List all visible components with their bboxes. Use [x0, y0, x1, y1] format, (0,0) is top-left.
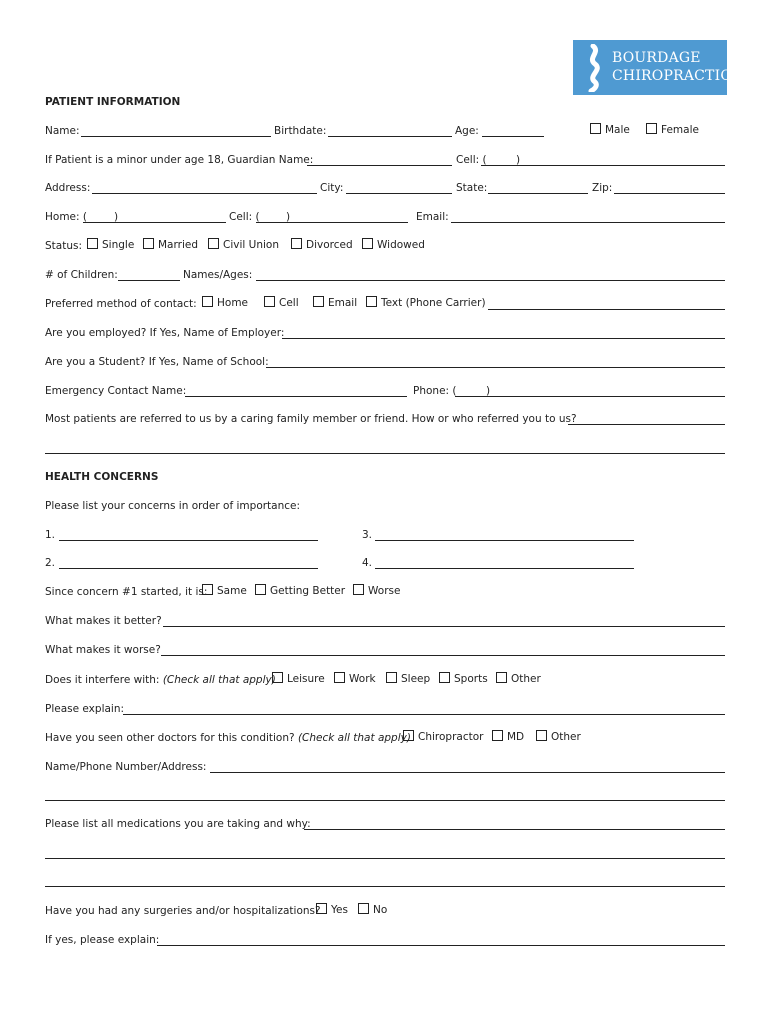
doctor-md-checkbox[interactable]	[492, 730, 524, 743]
contact-home-checkbox[interactable]	[202, 296, 248, 309]
referral-field-continued[interactable]	[45, 453, 725, 454]
names-ages-label: Names/Ages:	[183, 269, 253, 281]
female-label: Female	[661, 124, 699, 136]
contact-home-label: Home	[217, 297, 249, 309]
interfere-label	[45, 674, 276, 686]
interfere-sports-checkbox[interactable]	[439, 672, 488, 685]
checkbox-icon	[366, 296, 377, 307]
address-label: Address:	[45, 182, 91, 194]
emergency-phone-field[interactable]	[455, 396, 725, 397]
emergency-phone-paren: )	[486, 385, 491, 397]
checkbox-icon	[492, 730, 503, 741]
emergency-contact-field[interactable]	[185, 396, 407, 397]
surgeries-no-label: No	[373, 904, 388, 916]
checkbox-icon	[590, 123, 601, 134]
guardian-cell-field[interactable]	[481, 165, 725, 166]
employer-label: Are you employed? If Yes, Name of Employer:	[45, 327, 285, 339]
medications-label: Please list all medications you are taking and why:	[45, 818, 311, 830]
other-doctors-label	[45, 732, 411, 744]
surgery-explain-field[interactable]	[157, 945, 725, 946]
zip-field[interactable]	[614, 193, 725, 194]
checkbox-icon	[202, 296, 213, 307]
surgeries-label: Have you had any surgeries and/or hospitalizations?	[45, 905, 321, 917]
checkbox-icon	[403, 730, 414, 741]
surgeries-yes-checkbox[interactable]	[316, 903, 348, 916]
interfere-other-label: Other	[511, 673, 541, 685]
clinic-logo	[573, 40, 732, 95]
status-label: Status:	[45, 240, 82, 252]
surgery-explain-label: If yes, please explain:	[45, 934, 160, 946]
surgeries-no-checkbox[interactable]	[358, 903, 387, 916]
doctor-other-checkbox[interactable]	[536, 730, 581, 743]
interfere-sleep-checkbox[interactable]	[386, 672, 430, 685]
cell-phone-label: Cell: (	[229, 211, 260, 223]
phone-carrier-field[interactable]	[488, 309, 725, 310]
name-label: Name:	[45, 125, 80, 137]
spine-icon	[581, 44, 607, 92]
zip-label: Zip:	[592, 182, 613, 194]
contact-cell-label: Cell	[279, 297, 299, 309]
concerns-prompt: Please list your concerns in order of importance:	[45, 500, 301, 512]
better-field[interactable]	[163, 626, 725, 627]
concern-3-field[interactable]	[375, 540, 634, 541]
checkbox-icon	[646, 123, 657, 134]
checkbox-icon	[536, 730, 547, 741]
doctor-md-label: MD	[507, 731, 525, 743]
male-checkbox[interactable]	[590, 123, 630, 136]
since-better-label: Getting Better	[270, 585, 346, 597]
checkbox-icon	[255, 584, 266, 595]
checkbox-icon	[208, 238, 219, 249]
concern-2-field[interactable]	[59, 568, 318, 569]
since-label: Since concern #1 started, it is:	[45, 586, 208, 598]
emergency-phone-label: Phone: (	[413, 385, 457, 397]
home-phone-paren: )	[114, 211, 119, 223]
checkbox-icon	[334, 672, 345, 683]
guardian-label: If Patient is a minor under age 18, Guardian Name:	[45, 154, 314, 166]
birthdate-label: Birthdate:	[274, 125, 327, 137]
guardian-cell-paren: )	[516, 154, 521, 166]
worse-field[interactable]	[161, 655, 725, 656]
email-label: Email:	[416, 211, 449, 223]
status-widowed-checkbox[interactable]	[362, 238, 425, 251]
explain-label: Please explain:	[45, 703, 125, 715]
other-doctors-text: Have you seen other doctors for this condition?	[45, 732, 295, 744]
doctor-chiropractor-label: Chiropractor	[418, 731, 484, 743]
status-civil-union-label: Civil Union	[223, 239, 279, 251]
medications-field[interactable]	[304, 829, 725, 830]
checkbox-icon	[316, 903, 327, 914]
contact-cell-checkbox[interactable]	[264, 296, 299, 309]
doctor-details-field[interactable]	[210, 772, 725, 773]
checkbox-icon	[353, 584, 364, 595]
checkbox-icon	[87, 238, 98, 249]
cell-phone-paren: )	[286, 211, 291, 223]
checkbox-icon	[358, 903, 369, 914]
status-single-label: Single	[102, 239, 135, 251]
concern-2-number: 2.	[45, 557, 56, 569]
guardian-cell-label: Cell: (	[456, 154, 487, 166]
emergency-contact-label: Emergency Contact Name:	[45, 385, 187, 397]
city-label: City:	[320, 182, 344, 194]
since-worse-checkbox[interactable]	[353, 584, 400, 597]
contact-text-label: Text (Phone Carrier)	[381, 297, 486, 309]
concern-4-field[interactable]	[375, 568, 634, 569]
since-better-checkbox[interactable]	[255, 584, 345, 597]
interfere-text: Does it interfere with:	[45, 674, 160, 686]
cell-phone-field[interactable]	[256, 222, 408, 223]
school-field[interactable]	[266, 367, 725, 368]
since-worse-label: Worse	[368, 585, 401, 597]
status-married-checkbox[interactable]	[143, 238, 198, 251]
age-label: Age:	[455, 125, 479, 137]
status-divorced-label: Divorced	[306, 239, 353, 251]
status-married-label: Married	[158, 239, 198, 251]
concern-4-number: 4.	[362, 557, 373, 569]
status-divorced-checkbox[interactable]	[291, 238, 353, 251]
birthdate-field[interactable]	[328, 136, 452, 137]
guardian-field[interactable]	[307, 165, 452, 166]
concern-1-number: 1.	[45, 529, 56, 541]
referral-field[interactable]	[568, 424, 725, 425]
address-field[interactable]	[92, 193, 317, 194]
doctor-chiropractor-checkbox[interactable]	[403, 730, 483, 743]
home-phone-field[interactable]	[83, 222, 226, 223]
checkbox-icon	[313, 296, 324, 307]
check-all-note-2: (Check all that apply)	[297, 732, 411, 744]
interfere-leisure-checkbox[interactable]	[272, 672, 325, 685]
doctor-details-field-continued[interactable]	[45, 800, 725, 801]
since-same-label: Same	[217, 585, 247, 597]
checkbox-icon	[291, 238, 302, 249]
name-field[interactable]	[81, 136, 271, 137]
patient-info-heading: PATIENT INFORMATION	[45, 96, 181, 108]
names-ages-field[interactable]	[256, 280, 725, 281]
logo-line-2: CHIROPRACTIC	[612, 68, 732, 84]
interfere-sports-label: Sports	[454, 673, 488, 685]
checkbox-icon	[202, 584, 213, 595]
check-all-note: (Check all that apply)	[162, 674, 276, 686]
logo-line-1: BOURDAGE	[612, 50, 701, 66]
female-checkbox[interactable]	[646, 123, 699, 136]
state-label: State:	[456, 182, 488, 194]
checkbox-icon	[439, 672, 450, 683]
interfere-leisure-label: Leisure	[287, 673, 325, 685]
children-label: # of Children:	[45, 269, 118, 281]
medications-field-line-3[interactable]	[45, 886, 725, 887]
contact-email-label: Email	[328, 297, 358, 309]
status-widowed-label: Widowed	[377, 239, 425, 251]
interfere-sleep-label: Sleep	[401, 673, 431, 685]
contact-method-label: Preferred method of contact:	[45, 298, 197, 310]
age-field[interactable]	[482, 136, 544, 137]
better-label: What makes it better?	[45, 615, 162, 627]
health-concerns-heading: HEALTH CONCERNS	[45, 471, 159, 483]
checkbox-icon	[143, 238, 154, 249]
employer-field[interactable]	[282, 338, 725, 339]
explain-field[interactable]	[123, 714, 725, 715]
contact-email-checkbox[interactable]	[313, 296, 357, 309]
interfere-work-label: Work	[349, 673, 376, 685]
children-field[interactable]	[118, 280, 180, 281]
doctor-details-label: Name/Phone Number/Address:	[45, 761, 207, 773]
email-field[interactable]	[451, 222, 725, 223]
checkbox-icon	[272, 672, 283, 683]
medications-field-line-2[interactable]	[45, 858, 725, 859]
interfere-work-checkbox[interactable]	[334, 672, 376, 685]
home-phone-label: Home: (	[45, 211, 87, 223]
checkbox-icon	[264, 296, 275, 307]
since-same-checkbox[interactable]	[202, 584, 247, 597]
male-label: Male	[605, 124, 630, 136]
checkbox-icon	[362, 238, 373, 249]
status-single-checkbox[interactable]	[87, 238, 134, 251]
city-field[interactable]	[346, 193, 452, 194]
concern-3-number: 3.	[362, 529, 373, 541]
interfere-other-checkbox[interactable]	[496, 672, 541, 685]
surgeries-yes-label: Yes	[331, 904, 348, 916]
checkbox-icon	[386, 672, 397, 683]
concern-1-field[interactable]	[59, 540, 318, 541]
contact-text-checkbox[interactable]	[366, 296, 486, 309]
worse-label: What makes it worse?	[45, 644, 161, 656]
status-civil-union-checkbox[interactable]	[208, 238, 279, 251]
referral-label: Most patients are referred to us by a caring family member or friend. How or who referred you to us?	[45, 413, 577, 425]
checkbox-icon	[496, 672, 507, 683]
state-field[interactable]	[488, 193, 588, 194]
doctor-other-label: Other	[551, 731, 581, 743]
school-label: Are you a Student? If Yes, Name of School:	[45, 356, 269, 368]
